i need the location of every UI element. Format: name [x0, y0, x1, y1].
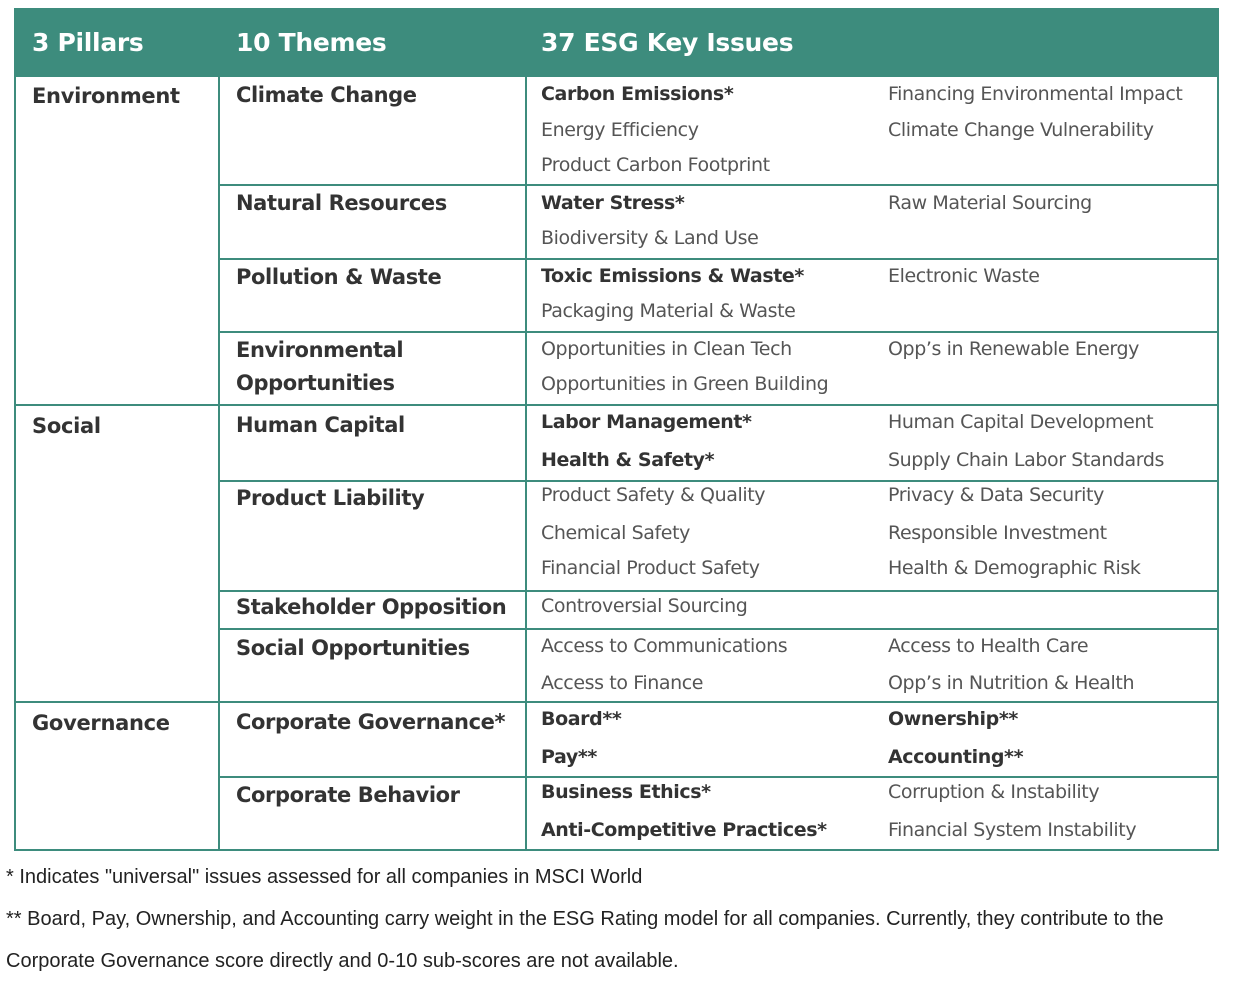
theme-corporate-governance: Corporate Governance* [236, 710, 506, 734]
issue: Climate Change Vulnerability [888, 119, 1154, 141]
issue: Raw Material Sourcing [888, 192, 1092, 214]
issue: Corruption & Instability [888, 781, 1100, 803]
issue: Labor Management* [541, 411, 752, 433]
issue: Supply Chain Labor Standards [888, 449, 1164, 471]
issue: Chemical Safety [541, 522, 690, 544]
issue: Electronic Waste [888, 265, 1040, 287]
issue: Access to Communications [541, 635, 788, 657]
theme-corporate-behavior: Corporate Behavior [236, 783, 460, 807]
footnote-governance-weight: ** Board, Pay, Ownership, and Accounting carry weight in the ESG Rating model for all companies. Currently, they contribute to the Corporate Governance score directly and 0-10 sub-scores are not available. [6, 908, 1164, 972]
theme-product-liability: Product Liability [236, 486, 425, 510]
issue: Product Carbon Footprint [541, 154, 770, 176]
row-divider [218, 331, 1217, 333]
table-header-row [16, 10, 1217, 77]
pillar-divider [16, 701, 1217, 703]
issue: Ownership** [888, 708, 1018, 730]
issue: Water Stress* [541, 192, 685, 214]
issue: Accounting** [888, 746, 1024, 768]
header-issues: 37 ESG Key Issues [541, 28, 794, 57]
issue: Opportunities in Green Building [541, 373, 829, 395]
issue: Health & Safety* [541, 449, 715, 471]
issue: Controversial Sourcing [541, 595, 748, 617]
column-divider-pillars [218, 77, 220, 851]
theme-stakeholder-opposition: Stakeholder Opposition [236, 595, 507, 619]
row-divider [218, 628, 1217, 630]
issue: Financial Product Safety [541, 557, 760, 579]
theme-pollution-waste: Pollution & Waste [236, 265, 442, 289]
footnote-universal: * Indicates "universal" issues assessed for all companies in MSCI World [6, 866, 643, 888]
pillar-environment: Environment [32, 84, 180, 108]
pillar-divider [16, 404, 1217, 406]
issue: Business Ethics* [541, 781, 711, 803]
row-divider [218, 776, 1217, 778]
issue: Biodiversity & Land Use [541, 227, 759, 249]
issue: Responsible Investment [888, 522, 1107, 544]
theme-climate-change: Climate Change [236, 83, 417, 107]
issue: Energy Efficiency [541, 119, 699, 141]
issue: Board** [541, 708, 622, 730]
header-themes: 10 Themes [236, 28, 387, 57]
issue: Packaging Material & Waste [541, 300, 796, 322]
header-pillars: 3 Pillars [32, 28, 144, 57]
esg-key-issues-table [14, 8, 1219, 851]
theme-natural-resources: Natural Resources [236, 191, 447, 215]
issue: Financing Environmental Impact [888, 83, 1183, 105]
issue: Anti-Competitive Practices* [541, 819, 827, 841]
issue: Opp’s in Nutrition & Health [888, 672, 1135, 694]
issue: Privacy & Data Security [888, 484, 1104, 506]
issue: Access to Health Care [888, 635, 1089, 657]
issue: Human Capital Development [888, 411, 1154, 433]
issue: Opportunities in Clean Tech [541, 338, 792, 360]
issue: Product Safety & Quality [541, 484, 766, 506]
footnotes [6, 856, 1232, 982]
issue: Access to Finance [541, 672, 704, 694]
issue: Financial System Instability [888, 819, 1137, 841]
theme-human-capital: Human Capital [236, 413, 405, 437]
pillar-governance: Governance [32, 711, 170, 735]
theme-social-opportunities: Social Opportunities [236, 636, 470, 660]
issue: Pay** [541, 746, 597, 768]
issue: Carbon Emissions* [541, 83, 734, 105]
theme-environmental-opportunities: Environmental Opportunities [236, 338, 404, 395]
pillar-social: Social [32, 414, 101, 438]
row-divider [218, 258, 1217, 260]
issue: Toxic Emissions & Waste* [541, 265, 804, 287]
row-divider [218, 184, 1217, 186]
issue: Opp’s in Renewable Energy [888, 338, 1139, 360]
issue: Health & Demographic Risk [888, 557, 1141, 579]
